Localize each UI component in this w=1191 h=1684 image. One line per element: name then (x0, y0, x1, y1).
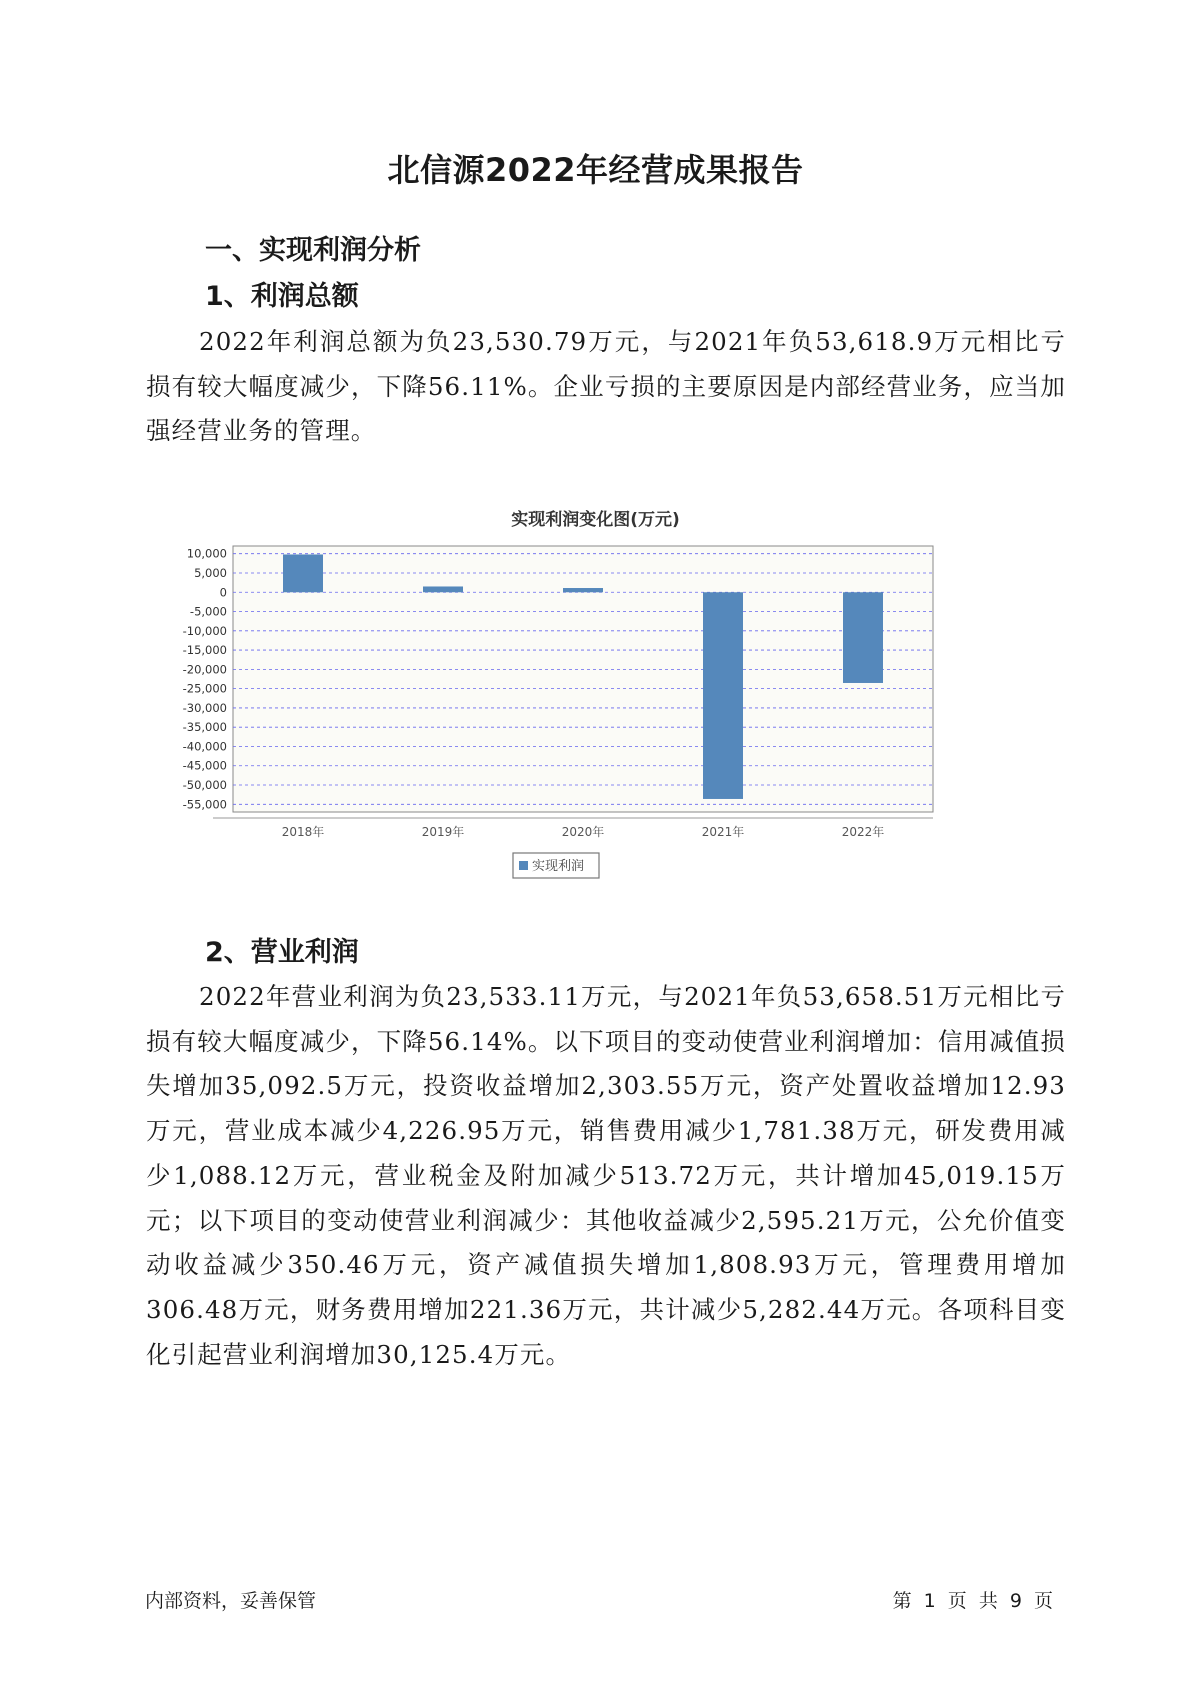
x-tick-label: 2020年 (561, 825, 605, 839)
total-profit-paragraph: 2022年利润总额为负23,530.79万元，与2021年负53,618.9万元相比亏损有较大幅度减少，下降56.11%。企业亏损的主要原因是内部经营业务，应当加强经营业务的管理。 (146, 327, 1066, 446)
y-tick-label: 10,000 (186, 546, 227, 561)
footer-page-number: 第 1 页 共 9 页 (892, 1590, 1053, 1612)
y-tick-label: -20,000 (182, 662, 227, 677)
x-tick-label: 2022年 (841, 825, 885, 839)
y-tick-label: -35,000 (182, 720, 227, 735)
legend-label: 实现利润 (532, 859, 585, 874)
subsection-heading-total-profit: 1、利润总额 (205, 281, 359, 312)
bar (423, 586, 463, 592)
legend-swatch (519, 861, 528, 870)
bar (283, 554, 323, 592)
y-tick-label: 5,000 (194, 565, 227, 580)
y-tick-label: -15,000 (182, 643, 227, 658)
y-tick-label: -45,000 (182, 758, 227, 773)
y-tick-label: -10,000 (182, 623, 227, 638)
x-tick-label: 2021年 (701, 825, 745, 839)
y-tick-label: -25,000 (182, 681, 227, 696)
document-title: 北信源2022年经营成果报告 (387, 151, 804, 189)
section-heading: 一、实现利润分析 (205, 235, 421, 266)
bar (703, 592, 743, 799)
y-tick-label: -50,000 (182, 778, 227, 793)
x-tick-label: 2018年 (281, 825, 325, 839)
bar (563, 588, 603, 592)
footer-confidential-note: 内部资料，妥善保管 (145, 1590, 317, 1612)
y-tick-label: -40,000 (182, 739, 227, 754)
plot-area (233, 546, 933, 812)
x-tick-label: 2019年 (421, 825, 465, 839)
y-tick-label: -55,000 (182, 797, 227, 812)
y-tick-label: 0 (219, 585, 227, 600)
bar (843, 592, 883, 683)
y-tick-label: -5,000 (189, 604, 227, 619)
chart-title: 实现利润变化图(万元) (511, 510, 680, 530)
operating-profit-paragraph: 2022年营业利润为负23,533.11万元，与2021年负53,658.51万元相比亏损有较大幅度减少，下降56.14%。以下项目的变动使营业利润增加：信用减值损失增加35,092.5万元，投资收益增加2,303.55万元，资产处置收益增加12.93万元，营业成本减少4,226.95万元，销售费用减少1,781.38万元，研发费用减少1,088.12万元，营业税金及附加减少513.72万元，共计增加45,019.15万元；以下项目的变动使营业利润减少：其他收益减少2,595.21万元，公允价值变动收益减少350.46万元，资产减值损失增加1,808.93万元，管理费用增加306.48万元，财务费用增加221.36万元，共计减少5,282.44万元。各项科目变化引起营业利润增加30,125.4万元。 (146, 982, 1066, 1369)
subsection-heading-operating-profit: 2、营业利润 (205, 937, 359, 968)
profit-bar-chart (150, 530, 1050, 900)
y-tick-label: -30,000 (182, 700, 227, 715)
